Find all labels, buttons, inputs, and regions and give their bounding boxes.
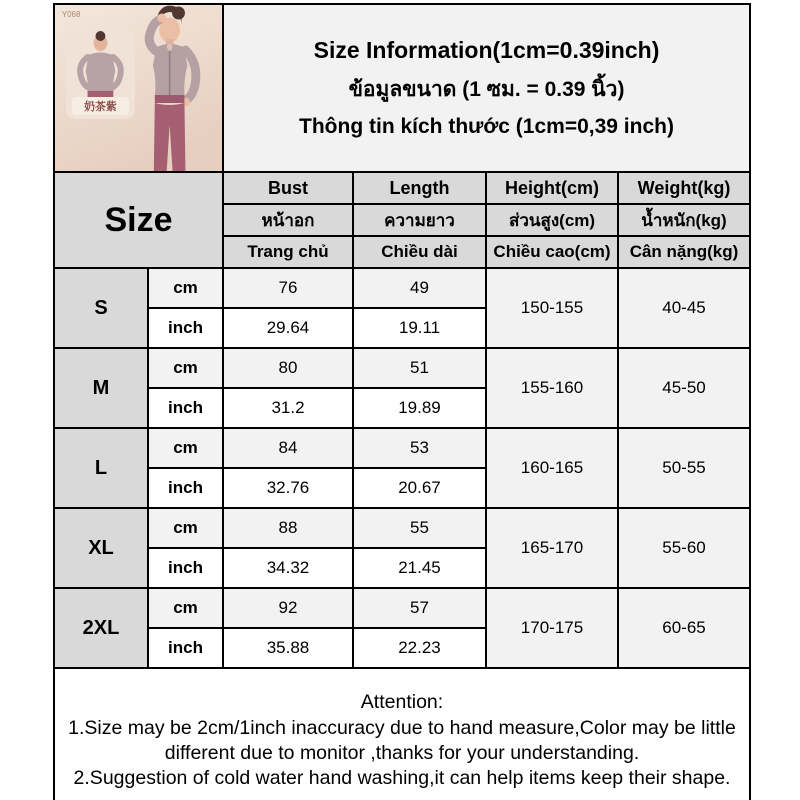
attention-note-2: 2.Suggestion of cold water hand washing,it can help items keep their shape.	[73, 767, 731, 790]
bust-inch-value: 31.2	[223, 388, 353, 428]
table-row	[54, 508, 750, 548]
table-row	[54, 268, 750, 308]
unit-inch: inch	[148, 308, 223, 348]
title-english: Size Information(1cm=0.39inch)	[313, 37, 660, 63]
weight-range: 40-45	[618, 268, 750, 348]
length-inch-value: 20.67	[353, 468, 486, 508]
weight-range: 45-50	[618, 348, 750, 428]
length-cm-value: 49	[353, 268, 486, 308]
col-header-bust-en: Bust	[223, 172, 353, 204]
size-label-s: S	[54, 268, 148, 348]
size-table	[53, 3, 751, 800]
title-vietnamese: Thông tin kích thước (1cm=0,39 inch)	[299, 115, 674, 138]
length-cm-value: 53	[353, 428, 486, 468]
unit-cm: cm	[148, 508, 223, 548]
attention-cell	[54, 668, 750, 800]
product-photo-cell	[54, 4, 223, 172]
col-header-weight-th: น้ำหนัก(kg)	[618, 204, 750, 236]
col-header-bust-th: หน้าอก	[223, 204, 353, 236]
col-header-weight-en: Weight(kg)	[618, 172, 750, 204]
height-range: 155-160	[486, 348, 618, 428]
length-inch-value: 19.89	[353, 388, 486, 428]
table-row	[54, 428, 750, 468]
title-stack	[224, 5, 749, 171]
attention-note-1: 1.Size may be 2cm/1inch inaccuracy due to hand measure,Color may be little different due to monitor ,thanks for your understanding.	[68, 716, 736, 764]
unit-inch: inch	[148, 468, 223, 508]
attention-heading: Attention:	[360, 691, 444, 714]
unit-cm: cm	[148, 268, 223, 308]
product-code: Y068	[61, 9, 81, 20]
attention-row	[54, 668, 750, 800]
col-header-height-vi: Chiều cao(cm)	[486, 236, 618, 268]
bust-cm-value: 92	[223, 588, 353, 628]
color-swatch-label: 奶茶紫	[84, 100, 117, 114]
col-header-weight-vi: Cân nặng(kg)	[618, 236, 750, 268]
height-range: 165-170	[486, 508, 618, 588]
height-range: 170-175	[486, 588, 618, 668]
size-label-l: L	[54, 428, 148, 508]
size-label-m: M	[54, 348, 148, 428]
col-header-bust-vi: Trang chủ	[223, 236, 353, 268]
bust-inch-value: 34.32	[223, 548, 353, 588]
table-row	[54, 588, 750, 628]
back-view-inset	[66, 30, 135, 119]
unit-cm: cm	[148, 428, 223, 468]
top-row	[54, 4, 750, 172]
bust-inch-value: 29.64	[223, 308, 353, 348]
length-cm-value: 55	[353, 508, 486, 548]
unit-cm: cm	[148, 348, 223, 388]
height-range: 150-155	[486, 268, 618, 348]
length-cm-value: 57	[353, 588, 486, 628]
product-photo	[55, 5, 222, 171]
col-header-height-th: ส่วนสูง(cm)	[486, 204, 618, 236]
unit-cm: cm	[148, 588, 223, 628]
unit-inch: inch	[148, 388, 223, 428]
unit-inch: inch	[148, 628, 223, 668]
bust-inch-value: 32.76	[223, 468, 353, 508]
weight-range: 55-60	[618, 508, 750, 588]
col-header-length-th: ความยาว	[353, 204, 486, 236]
weight-range: 50-55	[618, 428, 750, 508]
col-header-length-en: Length	[353, 172, 486, 204]
bust-cm-value: 76	[223, 268, 353, 308]
bust-cm-value: 88	[223, 508, 353, 548]
size-label-2xl: 2XL	[54, 588, 148, 668]
bust-cm-value: 84	[223, 428, 353, 468]
size-header: Size	[54, 172, 223, 268]
size-label-xl: XL	[54, 508, 148, 588]
length-cm-value: 51	[353, 348, 486, 388]
length-inch-value: 21.45	[353, 548, 486, 588]
col-header-height-en: Height(cm)	[486, 172, 618, 204]
bust-inch-value: 35.88	[223, 628, 353, 668]
length-inch-value: 22.23	[353, 628, 486, 668]
title-cell	[223, 4, 750, 172]
unit-inch: inch	[148, 548, 223, 588]
table-row	[54, 348, 750, 388]
length-inch-value: 19.11	[353, 308, 486, 348]
bust-cm-value: 80	[223, 348, 353, 388]
weight-range: 60-65	[618, 588, 750, 668]
header-row-en	[54, 172, 750, 204]
title-thai: ข้อมูลขนาด (1 ซม. = 0.39 นิ้ว)	[348, 78, 625, 101]
height-range: 160-165	[486, 428, 618, 508]
col-header-length-vi: Chiều dài	[353, 236, 486, 268]
